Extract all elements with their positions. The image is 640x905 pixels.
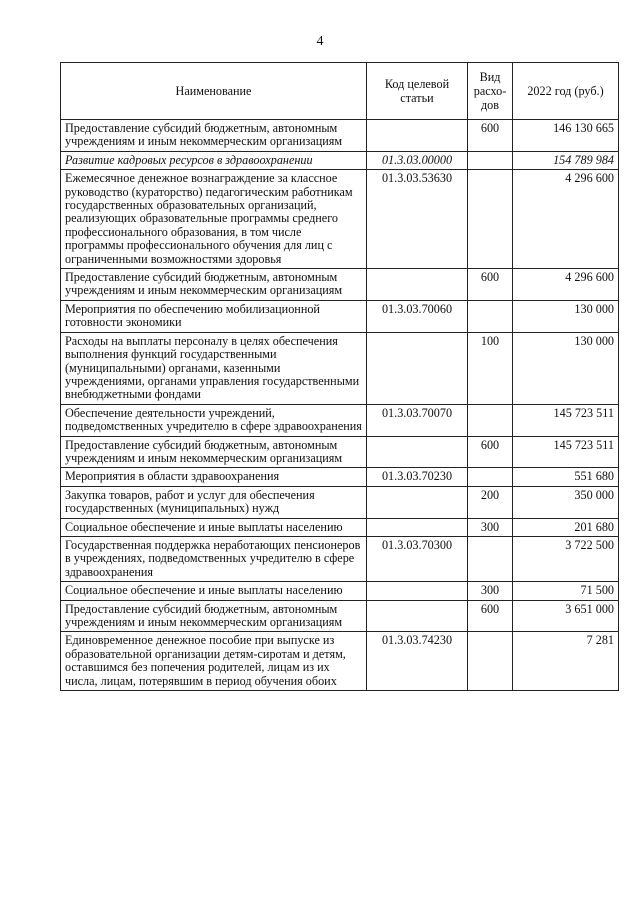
cell-name: Мероприятия по обеспечению мобилизационной готовности экономики <box>61 300 367 332</box>
cell-type <box>468 151 513 169</box>
header-type: Вид расхо-дов <box>468 63 513 120</box>
cell-name: Развитие кадровых ресурсов в здравоохранении <box>61 151 367 169</box>
cell-code <box>367 120 468 152</box>
cell-code <box>367 332 468 404</box>
table-row <box>61 300 619 332</box>
page-number: 4 <box>316 34 324 49</box>
cell-type: 600 <box>468 120 513 152</box>
table-row <box>61 436 619 468</box>
cell-code: 01.3.03.70070 <box>367 404 468 436</box>
table-row <box>61 151 619 169</box>
cell-amount: 145 723 511 <box>513 404 619 436</box>
cell-code <box>367 269 468 301</box>
cell-amount: 71 500 <box>513 582 619 600</box>
cell-name: Закупка товаров, работ и услуг для обеспечения государственных (муниципальных) нужд <box>61 486 367 518</box>
cell-name: Предоставление субсидий бюджетным, автономным учреждениям и иным некоммерческим организациям <box>61 600 367 632</box>
table-row <box>61 536 619 581</box>
cell-type: 600 <box>468 600 513 632</box>
cell-type: 600 <box>468 269 513 301</box>
table-row <box>61 486 619 518</box>
cell-type <box>468 536 513 581</box>
cell-amount: 4 296 600 <box>513 170 619 269</box>
cell-amount: 3 722 500 <box>513 536 619 581</box>
cell-name: Предоставление субсидий бюджетным, автономным учреждениям и иным некоммерческим организациям <box>61 436 367 468</box>
cell-amount: 3 651 000 <box>513 600 619 632</box>
cell-name: Социальное обеспечение и иные выплаты населению <box>61 582 367 600</box>
budget-table <box>60 62 619 691</box>
table-header-row <box>61 63 619 120</box>
table-row <box>61 269 619 301</box>
cell-amount: 146 130 665 <box>513 120 619 152</box>
cell-amount: 201 680 <box>513 518 619 536</box>
cell-amount: 551 680 <box>513 468 619 486</box>
cell-type: 100 <box>468 332 513 404</box>
cell-type <box>468 170 513 269</box>
cell-type: 300 <box>468 518 513 536</box>
cell-name: Предоставление субсидий бюджетным, автономным учреждениям и иным некоммерческим организациям <box>61 269 367 301</box>
table-row <box>61 332 619 404</box>
cell-amount: 4 296 600 <box>513 269 619 301</box>
cell-code: 01.3.03.70300 <box>367 536 468 581</box>
cell-name: Предоставление субсидий бюджетным, автономным учреждениям и иным некоммерческим организациям <box>61 120 367 152</box>
cell-amount: 350 000 <box>513 486 619 518</box>
header-code: Код целевой статьи <box>367 63 468 120</box>
cell-amount: 7 281 <box>513 632 619 691</box>
table-body <box>61 120 619 691</box>
cell-name: Обеспечение деятельности учреждений, подведомственных учредителю в сфере здравоохранения <box>61 404 367 436</box>
cell-amount: 145 723 511 <box>513 436 619 468</box>
table-row <box>61 120 619 152</box>
cell-code <box>367 486 468 518</box>
cell-name: Государственная поддержка неработающих пенсионеров в учреждениях, подведомственных учредителю в сфере здравоохранения <box>61 536 367 581</box>
cell-code <box>367 518 468 536</box>
table-row <box>61 632 619 691</box>
cell-code: 01.3.03.53630 <box>367 170 468 269</box>
cell-name: Социальное обеспечение и иные выплаты населению <box>61 518 367 536</box>
header-amount: 2022 год (руб.) <box>513 63 619 120</box>
cell-type <box>468 300 513 332</box>
cell-type: 600 <box>468 436 513 468</box>
table-row <box>61 170 619 269</box>
table-row <box>61 600 619 632</box>
cell-code: 01.3.03.70230 <box>367 468 468 486</box>
cell-code <box>367 582 468 600</box>
table-row <box>61 582 619 600</box>
cell-amount: 130 000 <box>513 332 619 404</box>
cell-type: 300 <box>468 582 513 600</box>
cell-code: 01.3.03.00000 <box>367 151 468 169</box>
cell-name: Ежемесячное денежное вознаграждение за классное руководство (кураторство) педагогическим работникам государственных образовательных организаций, реализующих образовательные программы среднего профессионального образования, в том числе программы профессионального обучения для лиц с ограниченными возможностями здоровья <box>61 170 367 269</box>
table-row <box>61 404 619 436</box>
cell-amount: 154 789 984 <box>513 151 619 169</box>
cell-name: Мероприятия в области здравоохранения <box>61 468 367 486</box>
cell-type <box>468 468 513 486</box>
header-name: Наименование <box>61 63 367 120</box>
cell-type: 200 <box>468 486 513 518</box>
cell-code <box>367 436 468 468</box>
cell-amount: 130 000 <box>513 300 619 332</box>
cell-code: 01.3.03.74230 <box>367 632 468 691</box>
cell-name: Расходы на выплаты персоналу в целях обеспечения выполнения функций государственными (муниципальными) органами, казенными учреждениями, органами управления государственными внебюджетными фондами <box>61 332 367 404</box>
table-row <box>61 468 619 486</box>
cell-type <box>468 632 513 691</box>
cell-type <box>468 404 513 436</box>
table-row <box>61 518 619 536</box>
cell-code <box>367 600 468 632</box>
cell-name: Единовременное денежное пособие при выпуске из образовательной организации детям-сиротам и детям, оставшимся без попечения родителей, лицам из их числа, лицам, потерявшим в период обучения обоих <box>61 632 367 691</box>
cell-code: 01.3.03.70060 <box>367 300 468 332</box>
